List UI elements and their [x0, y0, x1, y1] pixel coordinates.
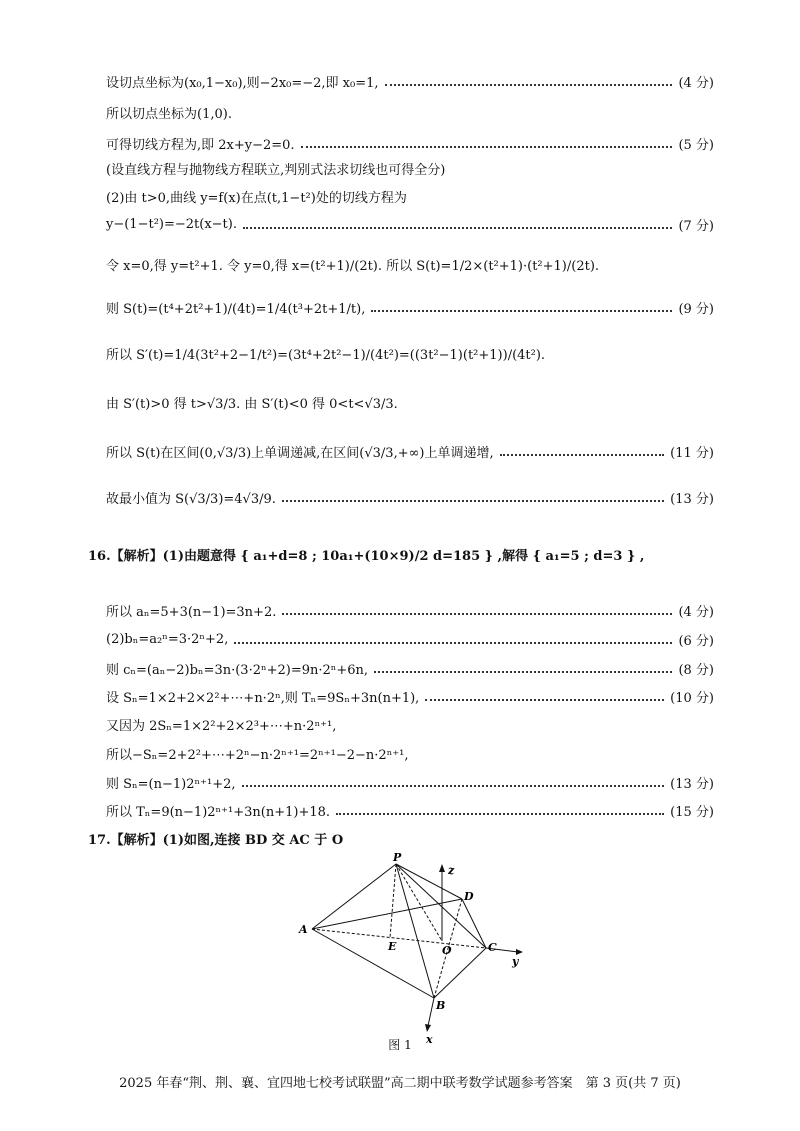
line-text: 所以 aₙ=5+3(n−1)=3n+2. — [106, 605, 277, 620]
line-text: (2)由 t>0,曲线 y=f(x)在点(t,1−t²)处的切线方程为 — [106, 191, 407, 206]
answer-line-1 — [106, 72, 714, 91]
answer-line-12 — [106, 488, 714, 507]
problem-16-header — [88, 545, 714, 564]
line-score: (4 分) — [678, 605, 714, 620]
edge-AB — [312, 929, 434, 998]
line-text: 设切点坐标为(x₀,1−x₀),则−2x₀=−2,即 x₀=1, — [106, 76, 379, 91]
x-axis-arrow — [425, 1024, 431, 1032]
problem-17-header — [88, 829, 714, 848]
label-C: C — [488, 941, 497, 954]
line-score: (5 分) — [678, 138, 714, 153]
line-score: (9 分) — [678, 302, 714, 317]
label-D: D — [464, 890, 474, 903]
edge-PC — [396, 864, 486, 948]
z-axis-arrow — [439, 864, 445, 872]
line-text: 则 cₙ=(aₙ−2)bₙ=3n·(3·2ⁿ+2)=9n·2ⁿ+6n, — [106, 663, 369, 678]
answer-line-20 — [106, 773, 714, 792]
pyramid-diagram — [290, 850, 530, 1050]
dot-leader — [385, 84, 673, 86]
line-score: (8 分) — [678, 663, 714, 678]
answer-line-9 — [106, 344, 714, 363]
dot-leader — [301, 146, 673, 148]
line-text: 设 Sₙ=1×2+2×2²+⋯+n·2ⁿ,则 Tₙ=9Sₙ+3n(n+1), — [106, 691, 420, 706]
line-score: (6 分) — [678, 634, 714, 649]
answer-line-5 — [106, 187, 714, 206]
answer-line-11 — [106, 442, 714, 461]
line-text: 所以 S′(t)=1/4(3t²+2−1/t²)=(3t⁴+2t²−1)/(4t²)=((3t²−1)(t²+1))/(4t²). — [106, 348, 546, 363]
answer-line-16 — [106, 659, 714, 678]
page-footer: 2025 年春“荆、荆、襄、宜四地七校考试联盟”高二期中联考数学试题参考答案 第 3 页(共 7 页) — [119, 1076, 681, 1091]
line-text: 可得切线方程为,即 2x+y−2=0. — [106, 138, 295, 153]
label-O: O — [442, 944, 452, 957]
line-text: 所以切点坐标为(1,0). — [106, 107, 232, 122]
line-score: (7 分) — [678, 219, 714, 234]
answer-line-15 — [106, 630, 714, 649]
answer-line-10 — [106, 393, 714, 412]
dot-leader — [282, 613, 672, 615]
answer-line-6 — [106, 215, 714, 234]
dot-leader — [243, 227, 672, 229]
dot-leader — [336, 813, 664, 815]
line-text: 则 Sₙ=(n−1)2ⁿ⁺¹+2, — [106, 777, 236, 792]
line-text: (设直线方程与抛物线方程联立,判别式法求切线也可得全分) — [106, 163, 446, 178]
dot-leader — [242, 785, 665, 787]
line-text: 16.【解析】(1)由题意得 { a₁+d=8 ; 10a₁+(10×9)/2 d=185 } ,解得 { a₁=5 ; d=3 } , — [88, 549, 645, 564]
dot-leader — [500, 454, 665, 456]
answer-line-2 — [106, 103, 714, 122]
segment-AC — [312, 929, 486, 948]
answer-line-3 — [106, 134, 714, 153]
edge-CD — [462, 899, 486, 948]
line-text: (2)bₙ=a₂ⁿ=3·2ⁿ+2, — [106, 632, 229, 647]
answer-line-7 — [106, 255, 714, 274]
label-y: y — [512, 955, 519, 968]
dot-leader — [425, 699, 664, 701]
edge-PA — [312, 864, 396, 929]
line-text: 令 x=0,得 y=t²+1. 令 y=0,得 x=(t²+1)/(2t). 所以 S(t)=1/2×(t²+1)·(t²+1)/(2t). — [106, 259, 600, 274]
pyramid-figure — [290, 850, 530, 1050]
label-P: P — [393, 851, 402, 864]
line-text: 所以 Tₙ=9(n−1)2ⁿ⁺¹+3n(n+1)+18. — [106, 805, 331, 820]
x-axis — [428, 998, 434, 1026]
edge-AD — [312, 899, 462, 929]
line-text: 所以−Sₙ=2+2²+⋯+2ⁿ−n·2ⁿ⁺¹=2ⁿ⁺¹−2−n·2ⁿ⁺¹, — [106, 748, 409, 763]
line-text: 则 S(t)=(t⁴+2t²+1)/(4t)=1/4(t³+2t+1/t), — [106, 302, 366, 317]
dot-leader — [282, 500, 664, 502]
line-text: 故最小值为 S(√3/3)=4√3/9. — [106, 492, 276, 507]
line-score: (13 分) — [670, 492, 714, 507]
line-text: 又因为 2Sₙ=1×2²+2×2³+⋯+n·2ⁿ⁺¹, — [106, 719, 337, 734]
figure-caption: 图 1 — [388, 1038, 412, 1052]
line-score: (15 分) — [670, 805, 714, 820]
line-text: y−(1−t²)=−2t(x−t). — [106, 217, 237, 232]
line-score: (4 分) — [678, 76, 714, 91]
segment-PO — [396, 864, 442, 941]
answer-line-17 — [106, 687, 714, 706]
line-text: 17.【解析】(1)如图,连接 BD 交 AC 于 O — [88, 833, 344, 848]
answer-line-14 — [106, 601, 714, 620]
answer-line-4 — [106, 159, 714, 178]
edge-PB — [396, 864, 434, 998]
line-score: (10 分) — [670, 691, 714, 706]
segment-PE — [390, 864, 396, 938]
answer-line-21 — [106, 801, 714, 820]
dot-leader — [234, 642, 672, 644]
line-text: 由 S′(t)>0 得 t>√3/3. 由 S′(t)<0 得 0<t<√3/3. — [106, 397, 398, 412]
label-A: A — [299, 923, 308, 936]
label-z: z — [448, 864, 455, 877]
label-B: B — [436, 999, 446, 1012]
label-E: E — [388, 940, 397, 953]
dot-leader — [371, 310, 672, 312]
answer-line-18 — [106, 715, 714, 734]
line-score: (13 分) — [670, 777, 714, 792]
label-x: x — [426, 1033, 433, 1046]
dot-leader — [374, 671, 672, 673]
line-score: (11 分) — [670, 446, 714, 461]
line-text: 所以 S(t)在区间(0,√3/3)上单调递减,在区间(√3/3,+∞)上单调递增, — [106, 446, 494, 461]
answer-line-19 — [106, 744, 714, 763]
answer-line-8 — [106, 298, 714, 317]
